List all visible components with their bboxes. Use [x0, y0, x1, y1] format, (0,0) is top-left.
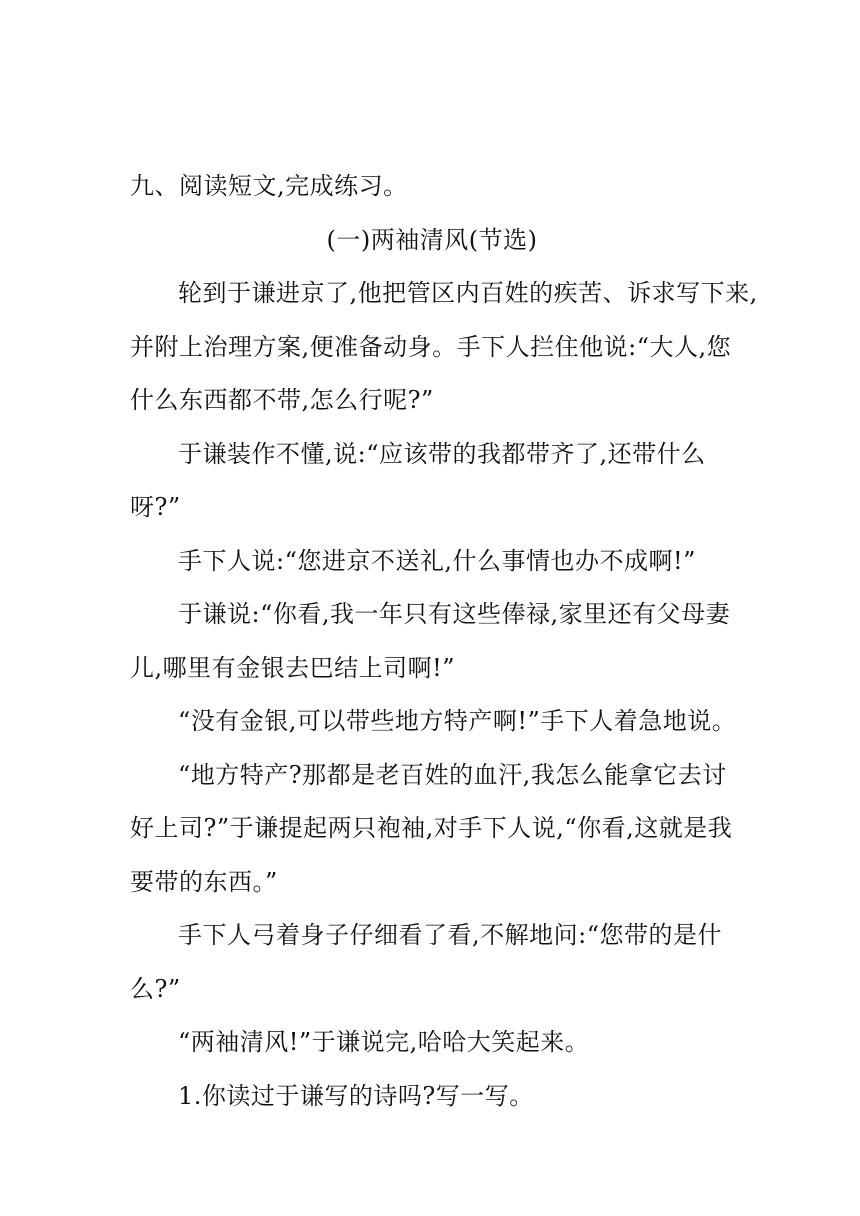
text-line: 轮到于谦进京了,他把管区内百姓的疾苦、诉求写下来, — [178, 279, 758, 307]
document-body — [130, 160, 758, 1123]
text-line: 呀?” — [130, 493, 181, 521]
text-line: 于谦说:“你看,我一年只有这些俸禄,家里还有父母妻 — [178, 600, 731, 628]
passage-title: (一)两袖清风(节选) — [326, 225, 538, 254]
text-line: 手下人弓着身子仔细看了看,不解地问:“您带的是什 — [178, 921, 722, 949]
text-line: 么?” — [130, 974, 181, 1003]
text-line: “没有金银,可以带些地方特产啊!”手下人着急地说。 — [178, 707, 737, 735]
text-line: 什么东西都不带,怎么行呢?” — [130, 386, 434, 414]
text-line: 好上司?”于谦提起两只袍袖,对手下人说,“你看,这就是我 — [130, 814, 733, 842]
text-line: 要带的东西。” — [130, 867, 278, 896]
section-heading: 九、阅读短文,完成练习。 — [130, 172, 408, 200]
text-line: 于谦装作不懂,说:“应该带的我都带齐了,还带什么 — [178, 439, 706, 468]
text-line: “两袖清风!”于谦说完,哈哈大笑起来。 — [178, 1028, 590, 1056]
text-line: 手下人说:“您进京不送礼,什么事情也办不成啊!” — [178, 546, 696, 575]
text-line: 儿,哪里有金银去巴结上司啊!” — [130, 653, 456, 682]
text-line: 并附上治理方案,便准备动身。手下人拦住他说:“大人,您 — [130, 332, 732, 361]
text-line: “地方特产?那都是老百姓的血汗,我怎么能拿它去讨 — [178, 760, 727, 789]
question-1: 1.你读过于谦写的诗吗?写一写。 — [178, 1081, 534, 1110]
